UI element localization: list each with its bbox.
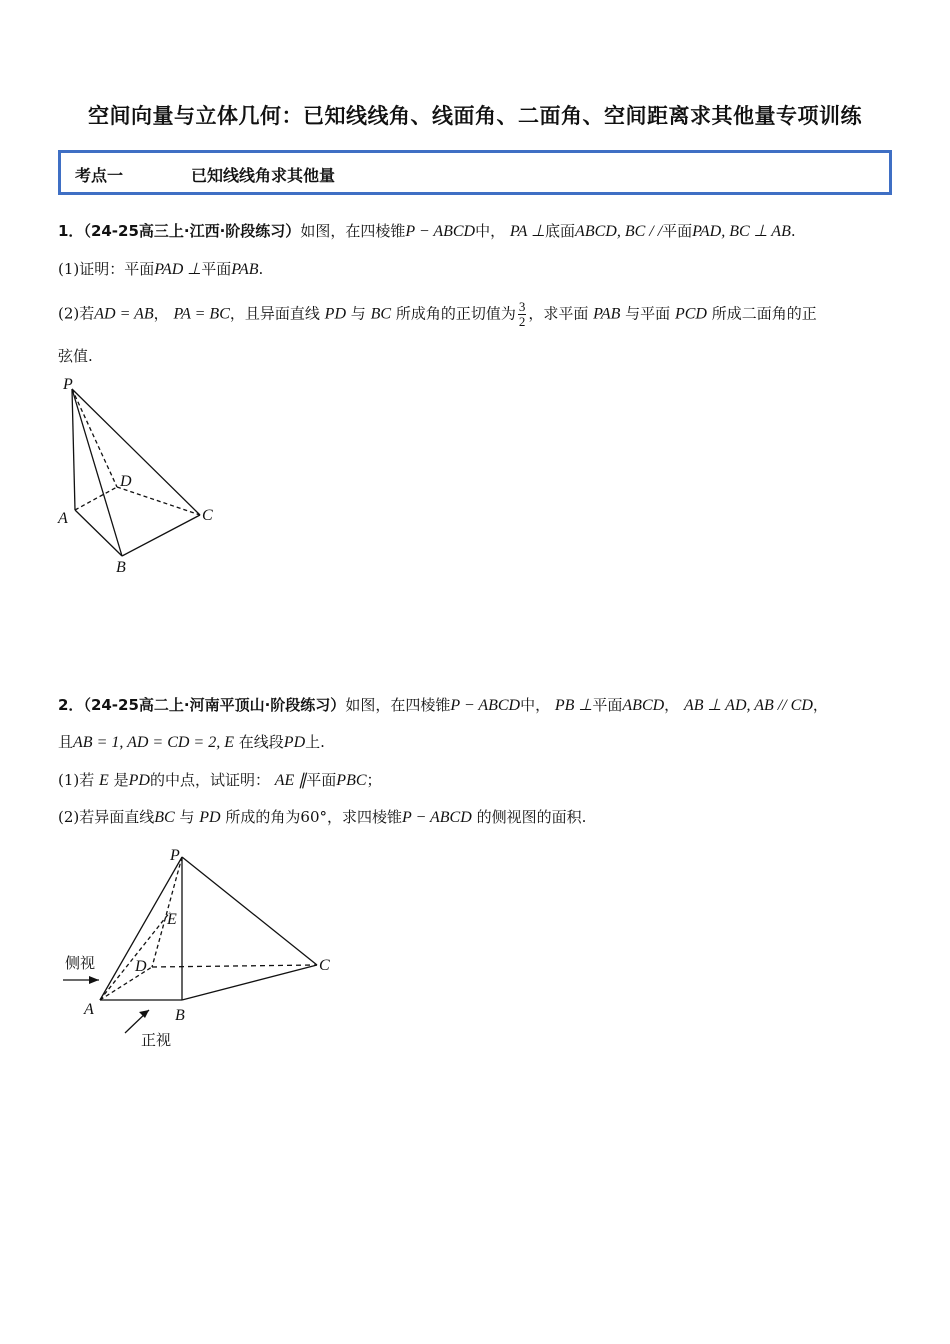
text: 的中点，试证明： — [149, 771, 270, 789]
problem1-stem — [58, 220, 898, 243]
math: PA ⊥ — [509, 223, 546, 240]
text: 弦值. — [58, 347, 93, 365]
label-D: D — [120, 473, 132, 490]
fraction-numerator: 3 — [518, 299, 526, 314]
problem2-number: 2． — [58, 696, 84, 714]
math: PD — [283, 734, 306, 751]
edge-DC — [117, 487, 200, 515]
math: PD — [128, 772, 150, 789]
text: 平面 — [201, 260, 232, 278]
problem2-question2 — [58, 806, 898, 829]
text: 是 — [113, 771, 129, 789]
problem1-number: 1． — [58, 222, 84, 240]
label-B: B — [175, 1007, 185, 1024]
text: 在线段 — [238, 733, 284, 751]
problem1-question2-cont — [58, 345, 898, 367]
fraction-denominator: 2 — [518, 314, 526, 329]
text: 平面 — [592, 696, 623, 714]
text: 与 — [179, 808, 195, 826]
text: ， — [812, 696, 828, 714]
fraction — [518, 300, 527, 329]
edge-PA — [100, 857, 182, 1000]
math: AE ∥ — [274, 772, 307, 789]
label-A: A — [84, 1001, 94, 1018]
math: P − ABCD — [405, 223, 476, 240]
math: AB = 1, AD = CD = 2, E — [73, 734, 234, 751]
text: 中， — [520, 696, 551, 714]
problem2-source: （24-25高二上·河南平顶山·阶段练习） — [83, 696, 346, 714]
figure1-pyramid — [50, 372, 230, 582]
edge-AE — [100, 912, 170, 1000]
text: (1)证明：平面 — [58, 260, 155, 278]
math: P − ABCD — [450, 697, 521, 714]
math: PB ⊥ — [554, 697, 593, 714]
math: P − ABCD — [402, 809, 472, 826]
label-front-view: 正视 — [141, 1031, 172, 1049]
text: ， — [153, 304, 169, 323]
text: . — [790, 222, 796, 240]
edge-PA — [72, 389, 75, 510]
label-A: A — [58, 510, 68, 527]
label-C: C — [319, 957, 330, 974]
math: PD — [199, 809, 221, 826]
math: PA = BC — [173, 305, 230, 323]
edge-DC — [152, 965, 317, 967]
math: ABCD, BC / / — [575, 223, 663, 240]
label-C: C — [202, 507, 213, 524]
problem1-source: （24-25高三上·江西·阶段练习） — [83, 222, 301, 240]
text: 中， — [475, 222, 506, 240]
text: 上. — [305, 733, 325, 751]
text: 所成的角为 — [225, 808, 301, 826]
text: ，求四棱锥 — [327, 808, 403, 826]
text: (2)若 — [58, 304, 95, 323]
math: ABCD — [622, 697, 665, 714]
text: 平面 — [662, 222, 693, 240]
math: BC — [370, 305, 392, 323]
text: 如图，在四棱锥 — [345, 696, 451, 714]
text: 所成二面角的正 — [711, 304, 817, 323]
section-label: 考点一 — [75, 166, 124, 185]
edge-BC — [182, 965, 317, 1000]
figure2-pyramid — [55, 840, 345, 1055]
section-name: 已知线线角求其他量 — [191, 166, 336, 185]
side-view-arrowhead — [89, 976, 99, 984]
math: PAB — [593, 305, 621, 323]
text: 的侧视图的面积. — [476, 808, 587, 826]
text: 与平面 — [625, 304, 671, 323]
text: ，求平面 — [528, 304, 589, 323]
text: ，且异面直线 — [229, 304, 320, 323]
label-side-view: 侧视 — [65, 954, 96, 972]
math: PAB — [231, 261, 259, 278]
text: 底面 — [545, 222, 576, 240]
section-header — [58, 150, 892, 195]
text: 与 — [350, 304, 366, 323]
math: PCD — [674, 305, 707, 323]
math: AD = AB — [94, 305, 154, 323]
math: BC — [154, 809, 175, 826]
problem2-condition — [58, 731, 898, 754]
text: (2)若异面直线 — [58, 808, 155, 826]
edge-BC — [122, 515, 200, 556]
text: (1)若 — [58, 771, 95, 789]
text: 且 — [58, 733, 74, 751]
math: PBC — [336, 772, 367, 789]
math: E — [99, 772, 109, 789]
math: PAD, BC ⊥ AB — [692, 223, 791, 240]
label-D: D — [135, 958, 147, 975]
text: 如图，在四棱锥 — [300, 222, 406, 240]
problem1-question1 — [58, 258, 898, 281]
math: PAD ⊥ — [154, 261, 202, 278]
text: ， — [664, 696, 680, 714]
problem2-stem — [58, 694, 898, 717]
edge-AD — [75, 487, 117, 510]
math: AB ⊥ AD, AB // CD — [683, 697, 813, 714]
problem1-question2 — [58, 300, 898, 329]
edge-PD — [72, 389, 117, 487]
text: ； — [366, 771, 382, 789]
label-P: P — [170, 847, 180, 864]
edge-PC — [182, 857, 317, 965]
math: 60° — [300, 808, 327, 826]
label-E: E — [167, 911, 177, 928]
label-P: P — [63, 376, 73, 393]
math: PD — [324, 305, 346, 323]
text: . — [258, 260, 264, 278]
text: 所成角的正切值为 — [395, 304, 516, 323]
text: 平面 — [306, 771, 337, 789]
problem2-question1 — [58, 769, 898, 792]
front-view-arrowhead — [139, 1010, 149, 1018]
page-title: 空间向量与立体几何：已知线线角、线面角、二面角、空间距离求其他量专项训练 — [88, 104, 862, 128]
label-B: B — [116, 559, 126, 576]
